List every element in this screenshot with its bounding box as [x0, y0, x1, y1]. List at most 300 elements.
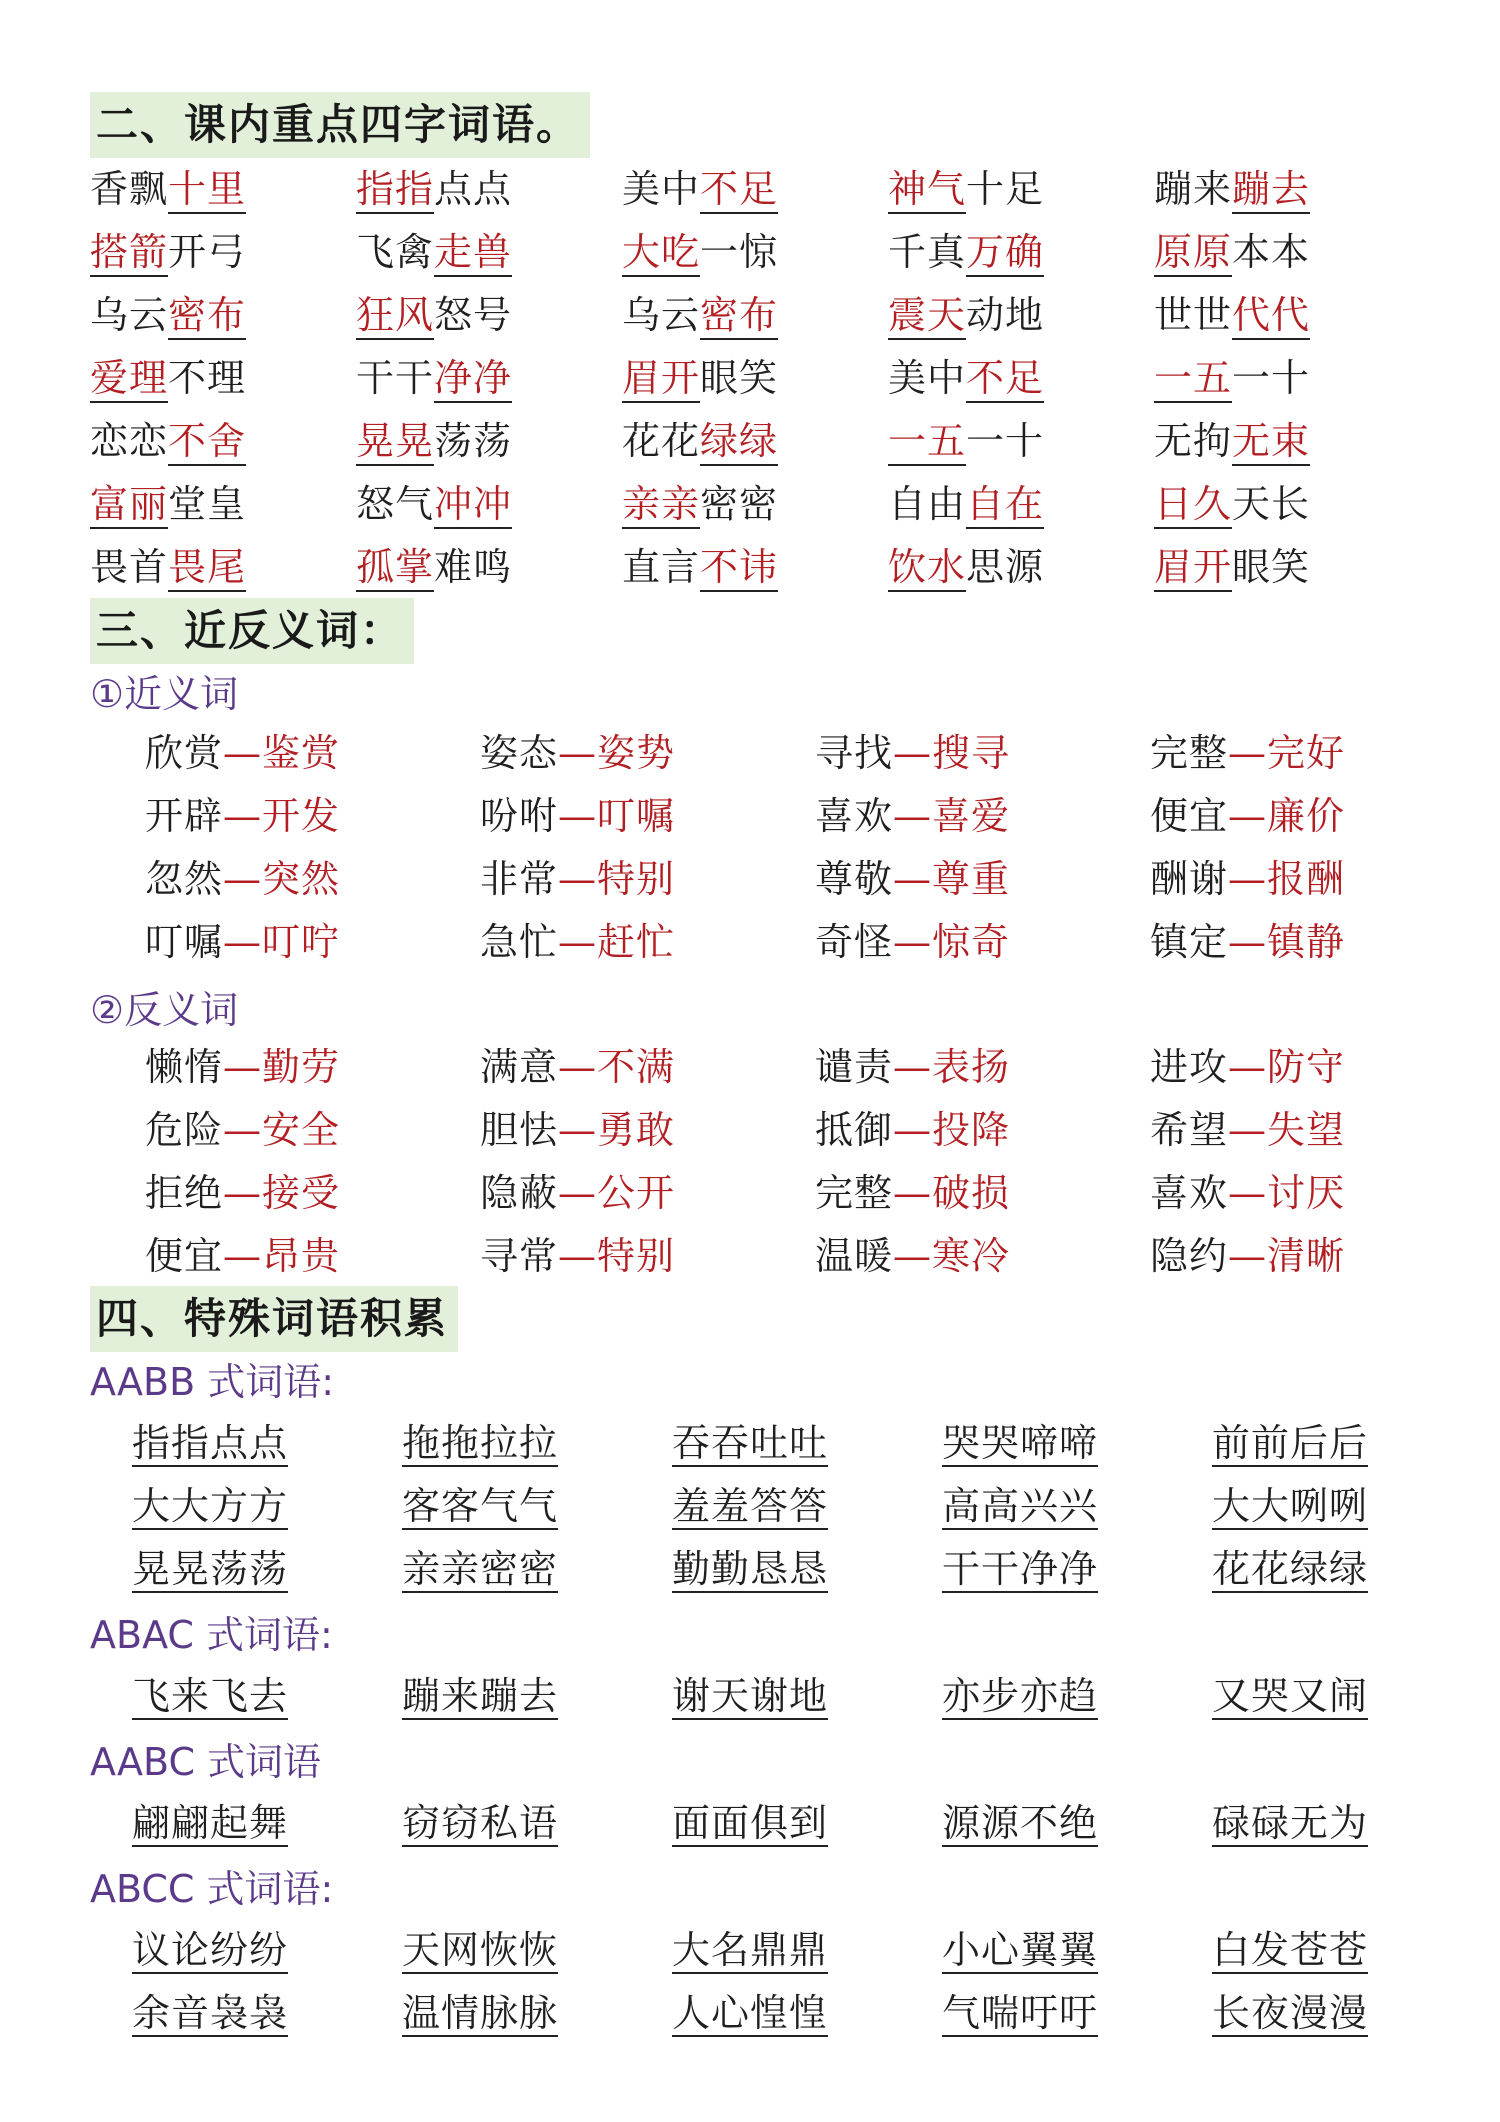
dash: — — [558, 1108, 598, 1152]
synonym-pair — [145, 722, 480, 785]
word-cell — [402, 1475, 672, 1538]
idiom-cell — [1154, 536, 1420, 599]
idiom-part-b: 代代 — [1232, 293, 1310, 340]
synonym-word: 奇怪 — [815, 920, 894, 964]
idiom-part-b: 蹦去 — [1232, 167, 1310, 214]
synonym-answer: 特别 — [597, 857, 676, 901]
word: 花花绿绿 — [1212, 1547, 1369, 1591]
dash: — — [223, 857, 263, 901]
idiom-part-a: 花花 — [622, 419, 701, 463]
word-cell — [672, 1538, 942, 1601]
word-cell — [402, 1665, 672, 1728]
idiom-part-b: 十里 — [168, 167, 246, 214]
pattern-label: ABCC 式词语: — [90, 1867, 334, 1911]
antonym-answer: 勤劳 — [262, 1045, 341, 1089]
idiom-cell — [1154, 473, 1420, 536]
synonym-word: 便宜 — [1150, 794, 1229, 838]
dash: — — [558, 920, 598, 964]
synonym-pair — [815, 722, 1150, 785]
idiom-part-b: 密布 — [168, 293, 246, 340]
antonym-pair — [815, 1162, 1150, 1225]
antonym-word: 谴责 — [815, 1045, 894, 1089]
idiom-cell — [90, 158, 356, 221]
word: 温情脉脉 — [402, 1991, 559, 2035]
dash: — — [558, 794, 598, 838]
antonym-answer: 勇敢 — [597, 1108, 676, 1152]
word: 羞羞答答 — [672, 1484, 829, 1528]
synonym-word: 忽然 — [145, 857, 224, 901]
antonym-pair — [815, 1036, 1150, 1099]
word: 小心翼翼 — [942, 1928, 1099, 1972]
synonym-pair — [1150, 722, 1485, 785]
idiom-part-a: 大吃 — [622, 230, 700, 277]
idiom-cell — [888, 347, 1154, 410]
idiom-part-a: 富丽 — [90, 482, 168, 529]
word-cell — [672, 1665, 942, 1728]
antonym-word: 便宜 — [145, 1234, 224, 1278]
antonym-word: 隐蔽 — [480, 1171, 559, 1215]
idiom-part-a: 震天 — [888, 293, 966, 340]
idiom-part-b: 眼笑 — [700, 356, 779, 400]
word: 翩翩起舞 — [132, 1801, 289, 1845]
idiom-part-a: 千真 — [888, 230, 967, 274]
antonym-answer: 清晰 — [1267, 1234, 1346, 1278]
word: 大大方方 — [132, 1484, 289, 1528]
synonym-answer: 突然 — [262, 857, 341, 901]
idiom-part-b: 净净 — [434, 356, 512, 403]
antonym-answer: 公开 — [597, 1171, 676, 1215]
idiom-cell — [622, 158, 888, 221]
antonym-answer: 讨厌 — [1267, 1171, 1346, 1215]
antonym-pair — [480, 1036, 815, 1099]
idiom-part-b: 自在 — [966, 482, 1044, 529]
word: 长夜漫漫 — [1212, 1991, 1369, 2035]
dash: — — [223, 731, 263, 775]
antonym-pair — [815, 1225, 1150, 1288]
synonym-pair — [145, 848, 480, 911]
idiom-cell — [1154, 347, 1420, 410]
idiom-part-a: 一五 — [888, 419, 966, 466]
idiom-part-b: 万确 — [966, 230, 1044, 277]
idiom-cell — [888, 158, 1154, 221]
antonyms-label: ②反义词 — [90, 988, 239, 1032]
idiom-part-a: 蹦来 — [1154, 167, 1233, 211]
pattern-words — [132, 1665, 1482, 1728]
idiom-cell — [90, 221, 356, 284]
idiom-part-a: 乌云 — [622, 293, 701, 337]
synonym-word: 吩咐 — [480, 794, 559, 838]
idiom-cell — [622, 284, 888, 347]
idiom-cell — [888, 473, 1154, 536]
idiom-cell — [622, 536, 888, 599]
word: 窃窃私语 — [402, 1801, 559, 1845]
word-cell — [132, 1538, 402, 1601]
idiom-cell — [356, 221, 622, 284]
idiom-part-b: 本本 — [1232, 230, 1311, 274]
word-cell — [672, 1475, 942, 1538]
word: 人心惶惶 — [672, 1991, 829, 2035]
antonym-word: 喜欢 — [1150, 1171, 1229, 1215]
idiom-part-a: 指指 — [356, 167, 434, 214]
dash: — — [1228, 1234, 1268, 1278]
word-cell — [1212, 1919, 1482, 1982]
word-cell — [402, 1982, 672, 2045]
synonyms-label: ①近义词 — [90, 672, 239, 716]
synonym-answer: 开发 — [262, 794, 341, 838]
word: 前前后后 — [1212, 1421, 1369, 1465]
synonym-pair — [815, 911, 1150, 974]
idiom-part-a: 美中 — [888, 356, 967, 400]
idiom-part-a: 原原 — [1154, 230, 1232, 277]
word: 大名鼎鼎 — [672, 1928, 829, 1972]
synonym-answer: 廉价 — [1267, 794, 1346, 838]
dash: — — [223, 794, 263, 838]
antonym-answer: 破损 — [932, 1171, 1011, 1215]
synonym-answer: 惊奇 — [932, 920, 1011, 964]
synonym-word: 尊敬 — [815, 857, 894, 901]
antonym-answer: 不满 — [597, 1045, 676, 1089]
word: 碌碌无为 — [1212, 1801, 1369, 1845]
antonym-pair — [1150, 1162, 1485, 1225]
idiom-part-a: 怒气 — [356, 482, 435, 526]
synonym-word: 急忙 — [480, 920, 559, 964]
antonym-word: 危险 — [145, 1108, 224, 1152]
word-cell — [942, 1982, 1212, 2045]
idiom-part-b: 不舍 — [168, 419, 246, 466]
idiom-part-b: 密布 — [700, 293, 778, 340]
word: 蹦来蹦去 — [402, 1674, 559, 1718]
word: 余音袅袅 — [132, 1991, 289, 2035]
synonym-pair — [1150, 785, 1485, 848]
synonym-pair — [480, 722, 815, 785]
idiom-cell — [888, 221, 1154, 284]
antonym-word: 温暖 — [815, 1234, 894, 1278]
word-cell — [672, 1792, 942, 1855]
word-cell — [672, 1919, 942, 1982]
antonym-pair — [1150, 1099, 1485, 1162]
dash: — — [893, 1234, 933, 1278]
antonym-pair — [145, 1225, 480, 1288]
antonym-word: 隐约 — [1150, 1234, 1229, 1278]
idiom-part-b: 一惊 — [700, 230, 779, 274]
word-cell — [402, 1412, 672, 1475]
antonym-word: 抵御 — [815, 1108, 894, 1152]
dash: — — [1228, 1171, 1268, 1215]
word: 又哭又闹 — [1212, 1674, 1369, 1718]
antonym-word: 满意 — [480, 1045, 559, 1089]
dash: — — [1228, 1108, 1268, 1152]
idiom-part-a: 爱理 — [90, 356, 168, 403]
synonym-word: 完整 — [1150, 731, 1229, 775]
synonym-answer: 完好 — [1267, 731, 1346, 775]
word: 亲亲密密 — [402, 1547, 559, 1591]
idiom-part-a: 香飘 — [90, 167, 169, 211]
synonym-word: 开辟 — [145, 794, 224, 838]
idiom-part-b: 开弓 — [168, 230, 247, 274]
word: 晃晃荡荡 — [132, 1547, 289, 1591]
idiom-part-a: 日久 — [1154, 482, 1232, 529]
idiom-cell — [356, 536, 622, 599]
idiom-part-a: 眉开 — [622, 356, 700, 403]
word-cell — [672, 1412, 942, 1475]
idiom-part-b: 点点 — [434, 167, 513, 211]
section2-title: 二、课内重点四字词语。 — [90, 92, 590, 158]
word-cell — [132, 1792, 402, 1855]
dash: — — [1228, 731, 1268, 775]
pattern-label: AABB 式词语: — [90, 1360, 335, 1404]
idiom-part-a: 搭箭 — [90, 230, 168, 277]
idiom-part-b: 畏尾 — [168, 545, 246, 592]
synonym-pair — [1150, 848, 1485, 911]
word-cell — [942, 1412, 1212, 1475]
idiom-part-b: 无束 — [1232, 419, 1310, 466]
idiom-cell — [1154, 221, 1420, 284]
word-cell — [1212, 1792, 1482, 1855]
idiom-cell — [356, 158, 622, 221]
dash: — — [893, 1108, 933, 1152]
dash: — — [558, 1234, 598, 1278]
section2-idioms — [90, 158, 1420, 599]
word-cell — [1212, 1538, 1482, 1601]
antonym-pair — [1150, 1225, 1485, 1288]
word-cell — [132, 1475, 402, 1538]
idiom-part-b: 不理 — [168, 356, 247, 400]
idiom-cell — [622, 347, 888, 410]
word-cell — [1212, 1982, 1482, 2045]
dash: — — [558, 1171, 598, 1215]
dash: — — [223, 1108, 263, 1152]
idiom-part-a: 眉开 — [1154, 545, 1232, 592]
idiom-cell — [90, 536, 356, 599]
antonym-pair — [480, 1225, 815, 1288]
idiom-part-b: 一十 — [1232, 356, 1311, 400]
dash: — — [558, 857, 598, 901]
word-cell — [942, 1665, 1212, 1728]
antonym-answer: 安全 — [262, 1108, 341, 1152]
idiom-part-a: 饮水 — [888, 545, 966, 592]
word-cell — [942, 1475, 1212, 1538]
idiom-part-a: 亲亲 — [622, 482, 700, 529]
synonym-word: 寻找 — [815, 731, 894, 775]
antonym-word: 懒惰 — [145, 1045, 224, 1089]
idiom-part-b: 密密 — [700, 482, 779, 526]
word-cell — [402, 1792, 672, 1855]
synonym-pair — [815, 785, 1150, 848]
word: 拖拖拉拉 — [402, 1421, 559, 1465]
synonym-pair — [1150, 911, 1485, 974]
idiom-part-b: 不讳 — [700, 545, 778, 592]
word-cell — [1212, 1475, 1482, 1538]
idiom-part-a: 神气 — [888, 167, 966, 214]
synonym-answer: 姿势 — [597, 731, 676, 775]
synonym-pair — [480, 785, 815, 848]
idiom-part-a: 畏首 — [90, 545, 169, 589]
antonym-word: 希望 — [1150, 1108, 1229, 1152]
word: 亦步亦趋 — [942, 1674, 1099, 1718]
idiom-cell — [90, 284, 356, 347]
dash: — — [1228, 920, 1268, 964]
word-cell — [132, 1919, 402, 1982]
idiom-part-b: 绿绿 — [700, 419, 778, 466]
word-cell — [402, 1538, 672, 1601]
synonym-pair — [815, 848, 1150, 911]
idiom-part-a: 干干 — [356, 356, 435, 400]
dash: — — [223, 1045, 263, 1089]
dash: — — [1228, 857, 1268, 901]
idiom-cell — [356, 410, 622, 473]
word-cell — [132, 1982, 402, 2045]
idiom-part-b: 荡荡 — [434, 419, 513, 463]
idiom-part-a: 直言 — [622, 545, 701, 589]
dash: — — [223, 1171, 263, 1215]
synonym-pair — [145, 785, 480, 848]
idiom-part-a: 飞禽 — [356, 230, 435, 274]
synonym-answer: 喜爱 — [932, 794, 1011, 838]
dash: — — [893, 794, 933, 838]
synonym-word: 酬谢 — [1150, 857, 1229, 901]
idiom-part-a: 孤掌 — [356, 545, 434, 592]
word: 干干净净 — [942, 1547, 1099, 1591]
word: 勤勤恳恳 — [672, 1547, 829, 1591]
dash: — — [893, 1045, 933, 1089]
synonym-answer: 叮咛 — [262, 920, 341, 964]
idiom-part-a: 一五 — [1154, 356, 1232, 403]
word-cell — [942, 1538, 1212, 1601]
synonym-word: 镇定 — [1150, 920, 1229, 964]
antonym-answer: 表扬 — [932, 1045, 1011, 1089]
dash: — — [893, 857, 933, 901]
word: 指指点点 — [132, 1421, 289, 1465]
idiom-part-a: 晃晃 — [356, 419, 434, 466]
word: 高高兴兴 — [942, 1484, 1099, 1528]
word-cell — [132, 1412, 402, 1475]
idiom-part-b: 堂皇 — [168, 482, 247, 526]
antonym-pair — [480, 1099, 815, 1162]
idiom-cell — [356, 284, 622, 347]
idiom-cell — [90, 347, 356, 410]
idiom-cell — [888, 536, 1154, 599]
idiom-part-b: 怒号 — [434, 293, 513, 337]
synonym-pair — [145, 911, 480, 974]
word: 天网恢恢 — [402, 1928, 559, 1972]
word-cell — [1212, 1665, 1482, 1728]
antonym-answer: 接受 — [262, 1171, 341, 1215]
antonym-answer: 防守 — [1267, 1045, 1346, 1089]
pattern-words — [132, 1919, 1482, 2045]
idiom-cell — [356, 347, 622, 410]
synonym-word: 叮嘱 — [145, 920, 224, 964]
word: 飞来飞去 — [132, 1674, 289, 1718]
word: 大大咧咧 — [1212, 1484, 1369, 1528]
antonym-answer: 特别 — [597, 1234, 676, 1278]
antonyms-grid — [145, 1036, 1485, 1288]
antonym-pair — [145, 1162, 480, 1225]
pattern-words — [132, 1412, 1482, 1601]
synonym-answer: 赶忙 — [597, 920, 676, 964]
pattern-label: AABC 式词语 — [90, 1740, 322, 1784]
antonym-answer: 失望 — [1267, 1108, 1346, 1152]
synonym-answer: 镇静 — [1267, 920, 1346, 964]
word: 气喘吁吁 — [942, 1991, 1099, 2035]
word: 吞吞吐吐 — [672, 1421, 829, 1465]
idiom-cell — [888, 284, 1154, 347]
dash: — — [558, 731, 598, 775]
dash: — — [893, 920, 933, 964]
dash: — — [1228, 794, 1268, 838]
idiom-cell — [90, 410, 356, 473]
synonym-word: 姿态 — [480, 731, 559, 775]
idiom-part-b: 冲冲 — [434, 482, 512, 529]
synonym-pair — [480, 848, 815, 911]
idiom-cell — [356, 473, 622, 536]
idiom-part-a: 恋恋 — [90, 419, 169, 463]
synonym-answer: 报酬 — [1267, 857, 1346, 901]
word: 谢天谢地 — [672, 1674, 829, 1718]
antonym-pair — [480, 1162, 815, 1225]
antonym-word: 完整 — [815, 1171, 894, 1215]
word: 面面俱到 — [672, 1801, 829, 1845]
word-cell — [132, 1665, 402, 1728]
antonym-answer: 昂贵 — [262, 1234, 341, 1278]
dash: — — [893, 731, 933, 775]
section3-title: 三、近反义词： — [90, 598, 414, 664]
antonym-pair — [145, 1036, 480, 1099]
idiom-cell — [888, 410, 1154, 473]
idiom-part-a: 无拘 — [1154, 419, 1233, 463]
synonym-answer: 尊重 — [932, 857, 1011, 901]
word-cell — [402, 1919, 672, 1982]
idiom-part-b: 思源 — [966, 545, 1045, 589]
word: 客客气气 — [402, 1484, 559, 1528]
synonym-word: 非常 — [480, 857, 559, 901]
word: 白发苍苍 — [1212, 1928, 1369, 1972]
dash: — — [1228, 1045, 1268, 1089]
antonym-pair — [1150, 1036, 1485, 1099]
word-cell — [942, 1792, 1212, 1855]
idiom-cell — [1154, 158, 1420, 221]
word-cell — [942, 1919, 1212, 1982]
idiom-cell — [622, 410, 888, 473]
synonym-pair — [480, 911, 815, 974]
idiom-part-b: 天长 — [1232, 482, 1311, 526]
section4-title: 四、特殊词语积累 — [90, 1286, 458, 1352]
synonym-word: 喜欢 — [815, 794, 894, 838]
idiom-part-b: 不足 — [966, 356, 1044, 403]
idiom-part-a: 世世 — [1154, 293, 1233, 337]
idiom-part-b: 走兽 — [434, 230, 512, 277]
pattern-words — [132, 1792, 1482, 1855]
idiom-part-b: 动地 — [966, 293, 1045, 337]
idiom-part-b: 不足 — [700, 167, 778, 214]
antonym-word: 进攻 — [1150, 1045, 1229, 1089]
pattern-label: ABAC 式词语: — [90, 1613, 333, 1657]
idiom-cell — [622, 221, 888, 284]
synonym-answer: 鉴赏 — [262, 731, 341, 775]
idiom-cell — [90, 473, 356, 536]
synonym-answer: 搜寻 — [932, 731, 1011, 775]
antonym-pair — [145, 1099, 480, 1162]
word: 源源不绝 — [942, 1801, 1099, 1845]
idiom-cell — [1154, 284, 1420, 347]
dash: — — [893, 1171, 933, 1215]
synonym-answer: 叮嘱 — [597, 794, 676, 838]
antonym-word: 寻常 — [480, 1234, 559, 1278]
idiom-part-b: 一十 — [966, 419, 1045, 463]
idiom-part-a: 狂风 — [356, 293, 434, 340]
antonym-word: 拒绝 — [145, 1171, 224, 1215]
idiom-part-b: 十足 — [966, 167, 1045, 211]
word: 议论纷纷 — [132, 1928, 289, 1972]
